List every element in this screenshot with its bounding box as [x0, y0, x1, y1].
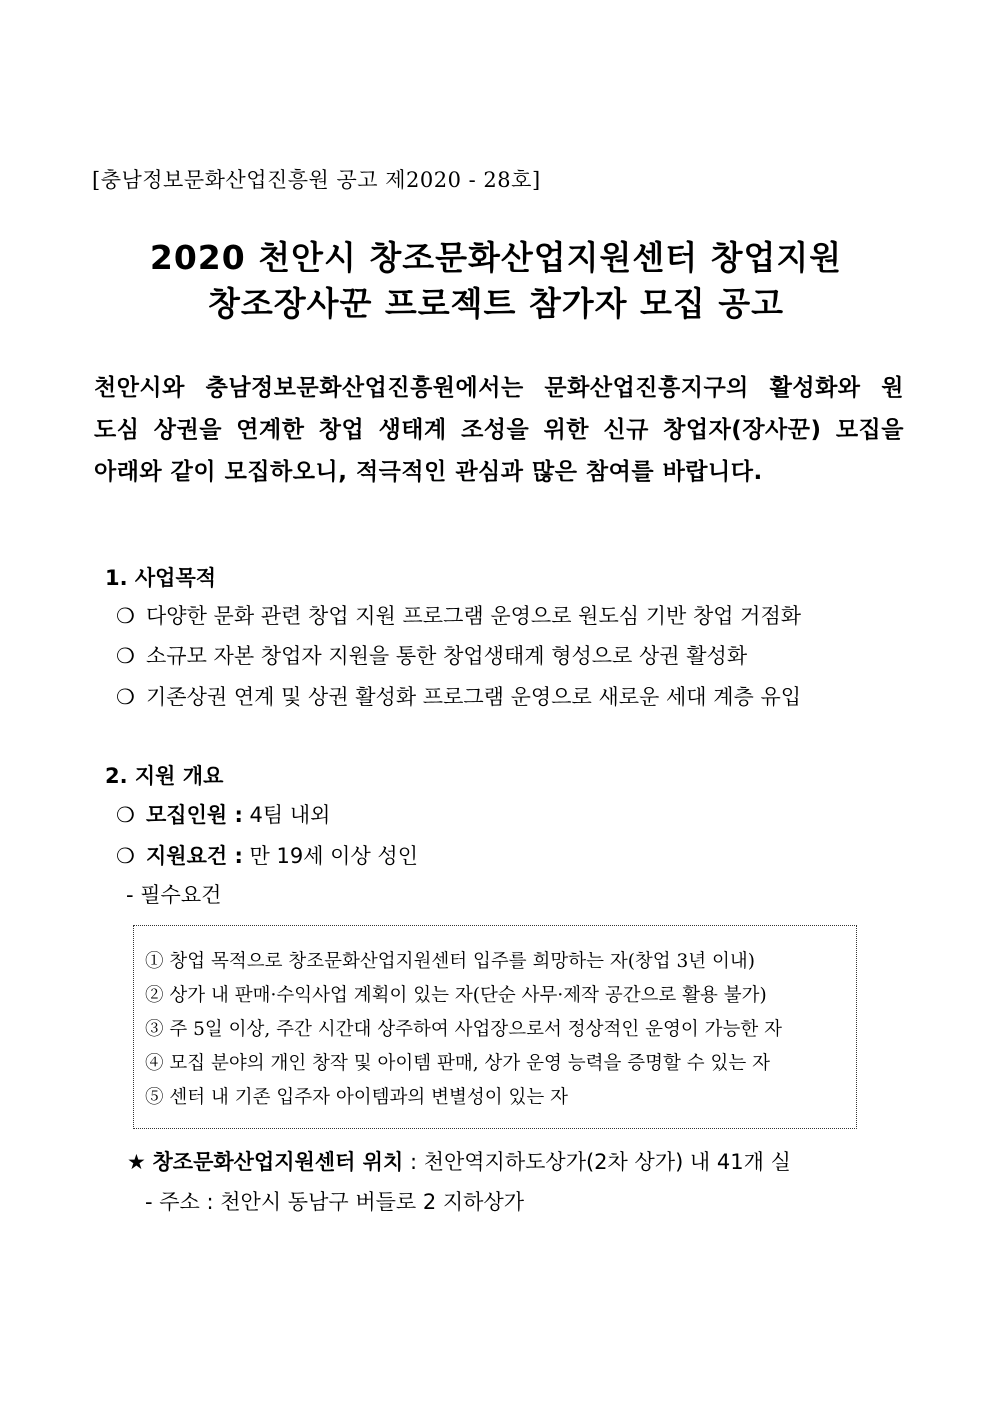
requirement-item: ⑤ 센터 내 기존 입주자 아이템과의 변별성이 있는 자 [145, 1087, 568, 1108]
recruit-count-value: 4팀 내외 [242, 803, 331, 827]
purpose-item [116, 640, 747, 670]
circle-bullet-icon: ❍ [116, 685, 135, 709]
notice-number: [충남정보문화산업진흥원 공고 제2020 - 28호] [92, 168, 541, 192]
star-icon: ★ [127, 1150, 146, 1174]
section-1-heading: 1. 사업목적 [105, 566, 217, 590]
purpose-item-text: 다양한 문화 관련 창업 지원 프로그램 운영으로 원도심 기반 창업 거점화 [146, 604, 802, 628]
circle-bullet-icon: ❍ [116, 803, 135, 827]
requirement-item: ③ 주 5일 이상, 주간 시간대 상주하여 사업장으로서 정상적인 운영이 가능한 자 [145, 1019, 782, 1040]
requirement-item: ④ 모집 분야의 개인 창작 및 아이템 판매, 상가 운영 능력을 증명할 수 있는 자 [145, 1053, 770, 1074]
section-2-heading: 2. 지원 개요 [105, 764, 224, 788]
intro-line-3: 아래와 같이 모집하오니, 적극적인 관심과 많은 참여를 바랍니다. [94, 459, 763, 485]
intro-line-2: 도심 상권을 연계한 창업 생태계 조성을 위한 신규 창업자(장사꾼) 모집을 [94, 417, 904, 443]
eligibility-value: 만 19세 이상 성인 [242, 844, 418, 868]
requirement-item: ② 상가 내 판매·수익사업 계획이 있는 자(단순 사무·제작 공간으로 활용 불가) [145, 985, 767, 1006]
eligibility-label: 지원요건 : [146, 844, 243, 868]
title-line-2: 창조장사꾼 프로젝트 참가자 모집 공고 [207, 284, 784, 323]
purpose-item-text: 기존상권 연계 및 상권 활성화 프로그램 운영으로 새로운 세대 계층 유입 [146, 685, 802, 709]
center-location-label: 창조문화산업지원센터 위치 [152, 1150, 404, 1174]
eligibility-item [116, 840, 418, 870]
circle-bullet-icon: ❍ [116, 844, 135, 868]
recruit-count-label: 모집인원 : [146, 803, 243, 827]
purpose-item-text: 소규모 자본 창업자 지원을 통한 창업생태계 형성으로 상권 활성화 [146, 644, 748, 668]
purpose-item [116, 600, 801, 630]
title-line-1: 2020 천안시 창조문화산업지원센터 창업지원 [149, 238, 843, 277]
circle-bullet-icon: ❍ [116, 604, 135, 628]
center-location [127, 1146, 791, 1176]
requirement-item: ① 창업 목적으로 창조문화산업지원센터 입주를 희망하는 자(창업 3년 이내) [145, 951, 756, 972]
center-location-value: : 천안역지하도상가(2차 상가) 내 41개 실 [403, 1150, 791, 1174]
recruit-count-item [116, 799, 330, 829]
center-address: - 주소 : 천안시 동남구 버들로 2 지하상가 [145, 1190, 525, 1214]
circle-bullet-icon: ❍ [116, 644, 135, 668]
required-conditions-label: - 필수요건 [126, 883, 222, 907]
purpose-item [116, 681, 801, 711]
intro-line-1: 천안시와 충남정보문화산업진흥원에서는 문화산업진흥지구의 활성화와 원 [94, 375, 904, 401]
